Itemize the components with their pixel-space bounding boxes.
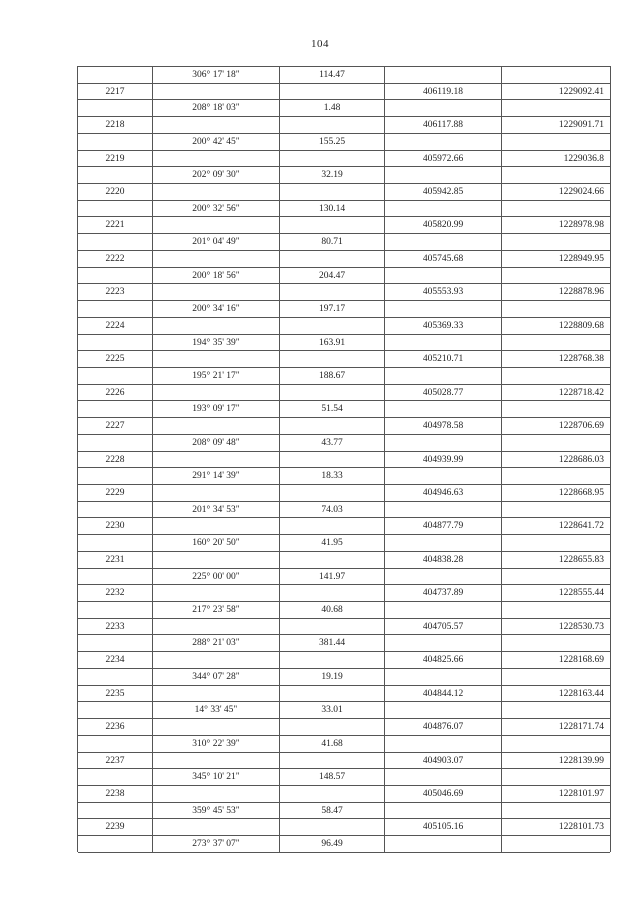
bearing-cell: 359° 45' 53" <box>192 805 240 816</box>
northing-cell <box>502 267 610 284</box>
bearing-cell <box>153 317 279 334</box>
distance-cell <box>280 818 384 835</box>
distance-cell <box>280 250 384 267</box>
table-row <box>78 651 610 668</box>
northing-cell: 1228101.73 <box>558 822 604 833</box>
northing-cell <box>502 66 610 83</box>
bearing-cell <box>153 785 279 802</box>
table-row <box>78 584 610 601</box>
distance-cell: 130.14 <box>318 203 346 214</box>
easting-cell <box>385 66 501 83</box>
point-id-cell: 2218 <box>105 120 125 131</box>
distance-cell: 163.91 <box>318 337 346 348</box>
table-row <box>78 384 610 401</box>
coordinate-table <box>77 66 611 852</box>
northing-cell <box>502 501 610 518</box>
northing-cell <box>502 334 610 351</box>
easting-cell <box>385 267 501 284</box>
easting-cell <box>385 334 501 351</box>
distance-cell: 80.71 <box>321 237 343 248</box>
point-id-cell <box>78 66 152 83</box>
distance-cell <box>280 718 384 735</box>
bearing-cell: 217° 23' 58" <box>192 605 240 616</box>
easting-cell <box>385 166 501 183</box>
bearing-cell <box>153 384 279 401</box>
point-id-cell: 2235 <box>105 688 125 699</box>
bearing-cell: 273° 37' 07" <box>192 839 240 850</box>
easting-cell <box>385 601 501 618</box>
easting-cell: 405972.66 <box>422 153 464 164</box>
bearing-cell <box>153 484 279 501</box>
table-row <box>78 283 610 300</box>
northing-cell: 1228139.99 <box>558 755 604 766</box>
easting-cell <box>385 467 501 484</box>
distance-cell: 114.47 <box>319 70 345 80</box>
bearing-cell: 291° 14' 39" <box>192 471 240 482</box>
northing-cell <box>502 166 610 183</box>
bearing-cell <box>153 618 279 635</box>
distance-cell: 33.01 <box>321 705 343 716</box>
point-id-cell: 2237 <box>105 755 125 766</box>
easting-cell: 406117.88 <box>422 120 464 131</box>
table-row <box>78 835 610 852</box>
northing-cell: 1228668.95 <box>558 488 604 498</box>
bearing-cell <box>153 718 279 735</box>
distance-cell <box>280 83 384 100</box>
northing-cell <box>502 233 610 250</box>
northing-cell: 1228949.95 <box>558 253 604 264</box>
bearing-cell: 160° 20' 50" <box>192 538 240 549</box>
bearing-cell <box>153 451 279 468</box>
bearing-cell: 344° 07' 28" <box>192 671 240 682</box>
point-id-cell: 2219 <box>105 153 125 164</box>
point-id-cell <box>78 534 152 551</box>
northing-cell: 1228530.73 <box>558 621 604 632</box>
table-row <box>78 484 610 501</box>
northing-cell: 1228555.44 <box>558 588 604 599</box>
bearing-cell <box>153 183 279 200</box>
northing-cell: 1228655.83 <box>558 554 604 565</box>
table-row <box>78 317 610 334</box>
distance-cell <box>280 551 384 568</box>
table-row <box>78 116 610 133</box>
easting-cell: 404946.63 <box>422 488 464 498</box>
table-row <box>78 150 610 167</box>
easting-cell: 405046.69 <box>422 788 464 799</box>
northing-cell: 1228168.69 <box>558 655 604 666</box>
northing-cell <box>502 534 610 551</box>
table-row <box>78 400 610 417</box>
easting-cell: 404825.66 <box>422 655 464 666</box>
bearing-cell: 208° 18' 03" <box>192 103 240 114</box>
table-row <box>78 634 610 651</box>
point-id-cell: 2229 <box>105 488 125 498</box>
distance-cell: 40.68 <box>321 605 343 616</box>
distance-cell: 32.19 <box>321 170 343 181</box>
bearing-cell <box>153 818 279 835</box>
easting-cell <box>385 99 501 116</box>
table-row <box>78 768 610 785</box>
easting-cell <box>385 133 501 150</box>
bearing-cell <box>153 651 279 668</box>
northing-cell <box>502 802 610 819</box>
easting-cell: 404705.57 <box>422 621 464 632</box>
northing-cell <box>502 701 610 718</box>
point-id-cell: 2224 <box>105 320 125 331</box>
point-id-cell: 2225 <box>105 354 125 365</box>
easting-cell: 404903.07 <box>422 755 464 766</box>
point-id-cell: 2232 <box>105 588 125 599</box>
table-row <box>78 701 610 718</box>
northing-cell <box>502 133 610 150</box>
easting-cell: 405942.85 <box>422 187 464 198</box>
point-id-cell <box>78 802 152 819</box>
bearing-cell <box>153 685 279 702</box>
northing-cell: 1228101.97 <box>558 788 604 799</box>
distance-cell: 155.25 <box>318 136 346 147</box>
bearing-cell: 201° 34' 53" <box>192 504 240 515</box>
distance-cell: 58.47 <box>321 805 343 816</box>
easting-cell <box>385 768 501 785</box>
northing-cell <box>502 668 610 685</box>
point-id-cell <box>78 99 152 116</box>
point-id-cell <box>78 601 152 618</box>
table-row <box>78 718 610 735</box>
bearing-cell: 194° 35' 39" <box>192 337 240 348</box>
bearing-cell: 193° 09' 17" <box>192 404 240 415</box>
northing-cell <box>502 634 610 651</box>
easting-cell <box>385 634 501 651</box>
easting-cell: 405820.99 <box>422 220 464 231</box>
table-row <box>78 233 610 250</box>
distance-cell <box>280 116 384 133</box>
table-row <box>78 250 610 267</box>
bearing-cell: 200° 32' 56" <box>192 203 240 214</box>
table-row <box>78 66 610 83</box>
bearing-cell <box>153 216 279 233</box>
point-id-cell: 2230 <box>105 521 125 532</box>
point-id-cell: 2231 <box>105 554 125 565</box>
northing-cell: 1228809.68 <box>558 320 604 331</box>
table-row <box>78 618 610 635</box>
point-id-cell: 2236 <box>105 722 125 733</box>
point-id-cell: 2238 <box>105 788 125 799</box>
point-id-cell: 2217 <box>105 86 125 97</box>
northing-cell <box>502 400 610 417</box>
bearing-cell <box>153 116 279 133</box>
northing-cell: 1228878.96 <box>558 287 604 298</box>
table-row <box>78 99 610 116</box>
northing-cell <box>502 601 610 618</box>
northing-cell <box>502 467 610 484</box>
point-id-cell: 2221 <box>105 220 125 231</box>
table-row <box>78 735 610 752</box>
northing-cell <box>502 434 610 451</box>
table-row <box>78 133 610 150</box>
table-row <box>78 785 610 802</box>
northing-cell: 1229092.41 <box>558 86 604 97</box>
bearing-cell: 200° 42' 45" <box>192 136 240 147</box>
northing-cell: 1228768.38 <box>558 354 604 365</box>
distance-cell: 41.95 <box>321 538 343 549</box>
row-divider <box>78 852 610 853</box>
easting-cell: 404978.58 <box>422 421 464 432</box>
distance-cell <box>280 517 384 534</box>
easting-cell: 404877.79 <box>422 521 464 532</box>
distance-cell: 1.48 <box>323 103 341 114</box>
point-id-cell <box>78 166 152 183</box>
northing-cell: 1228978.98 <box>558 220 604 231</box>
table-row <box>78 685 610 702</box>
distance-cell <box>280 283 384 300</box>
easting-cell: 404838.28 <box>422 554 464 565</box>
northing-cell: 1229091.71 <box>558 120 604 131</box>
distance-cell <box>280 183 384 200</box>
bearing-cell: 195° 21' 17" <box>192 370 240 381</box>
bearing-cell <box>153 551 279 568</box>
easting-cell <box>385 434 501 451</box>
table-row <box>78 568 610 585</box>
distance-cell <box>280 584 384 601</box>
easting-cell: 405105.16 <box>422 822 464 833</box>
table-row <box>78 451 610 468</box>
northing-cell <box>502 768 610 785</box>
northing-cell: 1229036.8 <box>563 153 604 164</box>
page-number: 104 <box>311 38 329 50</box>
distance-cell <box>280 785 384 802</box>
table-row <box>78 752 610 769</box>
distance-cell <box>280 317 384 334</box>
table-row <box>78 501 610 518</box>
bearing-cell: 225° 00' 00" <box>192 571 240 582</box>
point-id-cell <box>78 233 152 250</box>
point-id-cell <box>78 735 152 752</box>
easting-cell <box>385 735 501 752</box>
bearing-cell: 200° 34' 16" <box>192 304 240 315</box>
northing-cell: 1228641.72 <box>558 521 604 532</box>
northing-cell: 1228171.74 <box>558 722 604 733</box>
table-row <box>78 267 610 284</box>
easting-cell <box>385 400 501 417</box>
point-id-cell: 2233 <box>105 621 125 632</box>
table-row <box>78 434 610 451</box>
bearing-cell: 202° 09' 30" <box>192 170 240 181</box>
northing-cell <box>502 200 610 217</box>
distance-cell <box>280 216 384 233</box>
easting-cell <box>385 233 501 250</box>
bearing-cell <box>153 150 279 167</box>
point-id-cell <box>78 835 152 852</box>
distance-cell: 18.33 <box>321 471 343 482</box>
bearing-cell <box>153 350 279 367</box>
point-id-cell <box>78 267 152 284</box>
point-id-cell: 2222 <box>105 253 125 264</box>
distance-cell: 204.47 <box>318 270 346 281</box>
bearing-cell: 288° 21' 03" <box>192 638 240 649</box>
distance-cell <box>280 451 384 468</box>
bearing-cell <box>153 250 279 267</box>
easting-cell <box>385 200 501 217</box>
distance-cell: 197.17 <box>318 304 346 315</box>
easting-cell <box>385 568 501 585</box>
easting-cell: 404737.89 <box>422 588 464 599</box>
northing-cell <box>502 568 610 585</box>
bearing-cell: 201° 04' 49" <box>192 237 240 248</box>
easting-cell: 405553.93 <box>422 287 464 298</box>
table-row <box>78 300 610 317</box>
point-id-cell <box>78 200 152 217</box>
point-id-cell: 2220 <box>105 187 125 198</box>
distance-cell <box>280 752 384 769</box>
easting-cell <box>385 367 501 384</box>
easting-cell: 405369.33 <box>422 320 464 331</box>
distance-cell: 19.19 <box>321 671 343 682</box>
point-id-cell <box>78 501 152 518</box>
distance-cell: 74.03 <box>321 504 343 515</box>
table-row <box>78 350 610 367</box>
point-id-cell <box>78 400 152 417</box>
northing-cell: 1228686.03 <box>558 454 604 465</box>
northing-cell <box>502 99 610 116</box>
easting-cell <box>385 701 501 718</box>
bearing-cell: 310° 22' 39" <box>192 738 240 749</box>
northing-cell: 1228163.44 <box>558 688 604 699</box>
table-row <box>78 200 610 217</box>
table-row <box>78 802 610 819</box>
distance-cell <box>280 651 384 668</box>
table-row <box>78 818 610 835</box>
point-id-cell: 2234 <box>105 655 125 666</box>
distance-cell <box>280 417 384 434</box>
bearing-cell <box>153 283 279 300</box>
bearing-cell: 14° 33' 45" <box>194 705 238 716</box>
easting-cell: 404939.99 <box>422 454 464 465</box>
distance-cell: 381.44 <box>318 638 346 649</box>
easting-cell: 406119.18 <box>422 86 464 97</box>
distance-cell: 96.49 <box>321 839 343 850</box>
point-id-cell: 2226 <box>105 387 125 398</box>
bearing-cell <box>153 417 279 434</box>
easting-cell <box>385 534 501 551</box>
northing-cell: 1228706.69 <box>558 421 604 432</box>
bearing-cell: 345° 10' 21" <box>192 772 240 783</box>
point-id-cell <box>78 300 152 317</box>
distance-cell: 148.57 <box>318 772 346 783</box>
northing-cell <box>502 835 610 852</box>
easting-cell <box>385 802 501 819</box>
distance-cell: 41.68 <box>321 738 343 749</box>
point-id-cell <box>78 367 152 384</box>
distance-cell: 43.77 <box>321 437 343 448</box>
easting-cell: 404876.07 <box>422 722 464 733</box>
distance-cell <box>280 618 384 635</box>
distance-cell: 141.97 <box>318 571 346 582</box>
table-row <box>78 467 610 484</box>
table-row <box>78 668 610 685</box>
point-id-cell <box>78 133 152 150</box>
easting-cell <box>385 501 501 518</box>
easting-cell: 405745.68 <box>422 253 464 264</box>
easting-cell <box>385 835 501 852</box>
easting-cell: 405028.77 <box>422 387 464 398</box>
point-id-cell <box>78 334 152 351</box>
distance-cell: 51.54 <box>321 404 343 415</box>
easting-cell <box>385 668 501 685</box>
distance-cell: 188.67 <box>318 370 346 381</box>
northing-cell: 1228718.42 <box>558 387 604 398</box>
easting-cell <box>385 300 501 317</box>
table-row <box>78 417 610 434</box>
distance-cell <box>280 350 384 367</box>
table-row <box>78 166 610 183</box>
point-id-cell <box>78 768 152 785</box>
point-id-cell: 2239 <box>105 822 125 833</box>
point-id-cell: 2223 <box>105 287 125 298</box>
point-id-cell: 2228 <box>105 454 125 465</box>
distance-cell <box>280 150 384 167</box>
table-row <box>78 183 610 200</box>
point-id-cell: 2227 <box>105 421 125 432</box>
table-top-border <box>78 66 610 67</box>
bearing-cell <box>153 83 279 100</box>
table-row <box>78 601 610 618</box>
point-id-cell <box>78 701 152 718</box>
table-row <box>78 334 610 351</box>
northing-cell <box>502 300 610 317</box>
bearing-cell <box>153 752 279 769</box>
table-row <box>78 534 610 551</box>
distance-cell <box>280 484 384 501</box>
northing-cell: 1229024.66 <box>558 187 604 198</box>
table-row <box>78 517 610 534</box>
table-row <box>78 367 610 384</box>
bearing-cell: 208° 09' 48" <box>192 437 240 448</box>
table-row <box>78 83 610 100</box>
easting-cell: 405210.71 <box>422 354 464 365</box>
distance-cell <box>280 384 384 401</box>
easting-cell: 404844.12 <box>422 688 464 699</box>
bearing-cell: 200° 18' 56" <box>192 270 240 281</box>
bearing-cell <box>153 584 279 601</box>
table-row <box>78 551 610 568</box>
point-id-cell <box>78 634 152 651</box>
point-id-cell <box>78 568 152 585</box>
bearing-cell: 306° 17' 18" <box>192 70 240 80</box>
bearing-cell <box>153 517 279 534</box>
northing-cell <box>502 367 610 384</box>
distance-cell <box>280 685 384 702</box>
table-row <box>78 216 610 233</box>
point-id-cell <box>78 668 152 685</box>
point-id-cell <box>78 467 152 484</box>
northing-cell <box>502 735 610 752</box>
point-id-cell <box>78 434 152 451</box>
